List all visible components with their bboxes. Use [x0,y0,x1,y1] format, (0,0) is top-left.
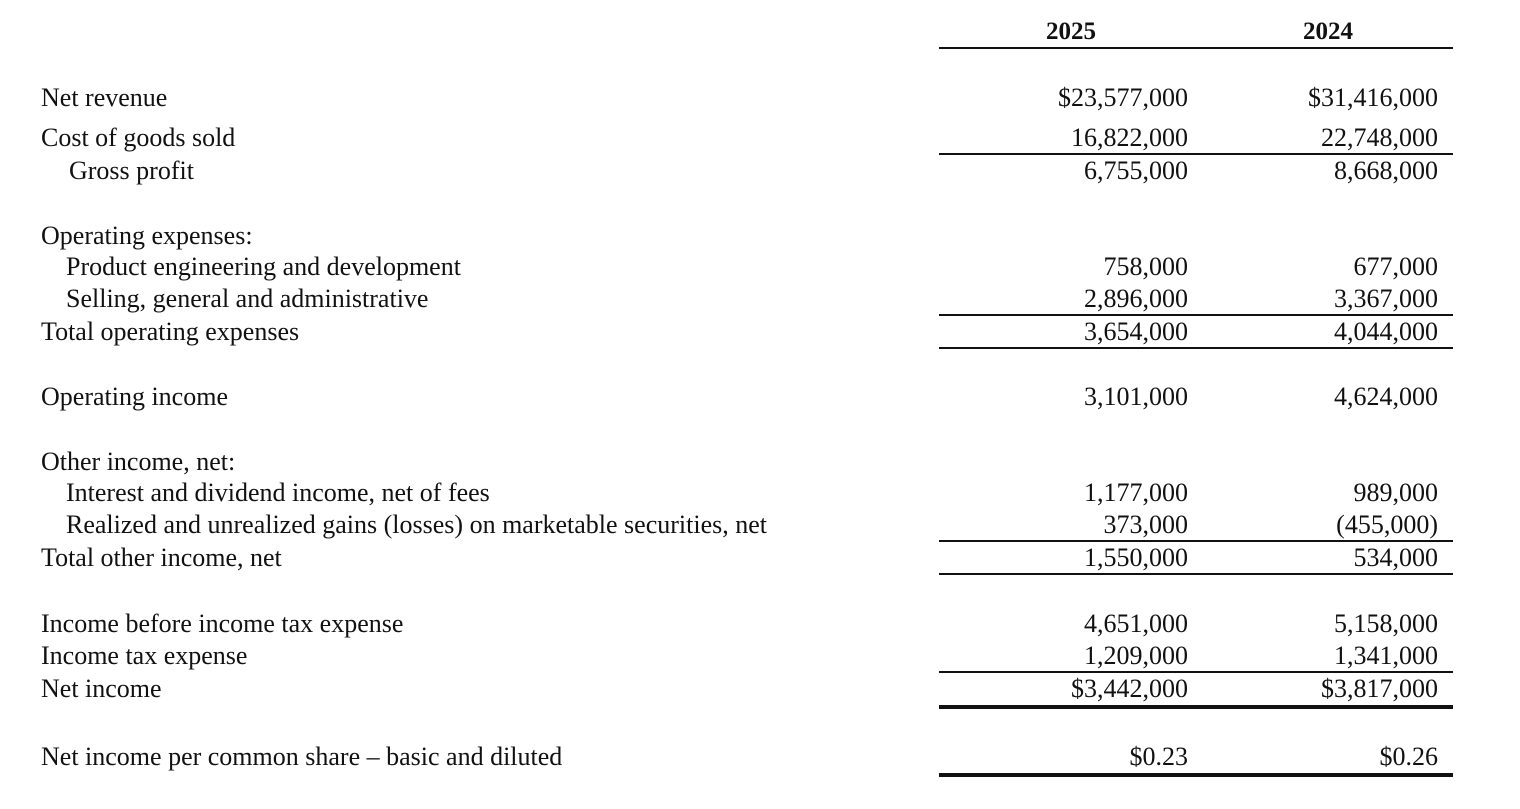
value-2024: 3,367,000 [1334,284,1438,313]
table-row [0,381,1520,413]
value-2024: 5,158,000 [1334,609,1438,638]
value-2025: 1,550,000 [1084,543,1188,572]
value-2025: 373,000 [1103,510,1188,539]
row-label: Selling, general and administrative [66,284,429,313]
value-2025: 2,896,000 [1084,284,1188,313]
value-2025: $0.23 [1129,742,1188,771]
total-rule [939,347,1453,349]
value-2025: 758,000 [1103,252,1188,281]
grand-total-rule [939,773,1453,777]
value-2024: 989,000 [1353,478,1438,507]
table-row [0,316,1520,348]
section-heading-row [0,220,1520,252]
table-row [0,640,1520,672]
value-2024: 4,624,000 [1334,382,1438,411]
value-2025: 1,209,000 [1084,641,1188,670]
table-row [0,82,1520,114]
value-2025: 16,822,000 [1071,123,1188,152]
row-label: Gross profit [69,156,194,185]
total-rule [939,573,1453,575]
grand-total-rule [939,705,1453,709]
row-label: Net income per common share – basic and diluted [41,742,563,771]
column-header-2024: 2024 [1303,18,1353,45]
table-row [0,673,1520,705]
section-heading-row [0,446,1520,478]
row-label: Net revenue [41,83,168,112]
column-header-2025: 2025 [1046,18,1096,45]
row-label: Total other income, net [41,543,282,572]
value-2024: (455,000) [1336,510,1438,539]
table-row [0,283,1520,315]
table-row [0,477,1520,509]
row-label: Net income [41,674,162,703]
value-2024: 1,341,000 [1334,641,1438,670]
row-label: Cost of goods sold [41,123,236,152]
value-2025: 3,654,000 [1084,317,1188,346]
table-row [0,509,1520,541]
row-label: Total operating expenses [41,317,300,346]
row-label: Income tax expense [41,641,248,670]
section-heading: Other income, net: [41,447,236,476]
value-2024: $0.26 [1379,742,1438,771]
value-2025: 1,177,000 [1084,478,1188,507]
value-2025: 4,651,000 [1084,609,1188,638]
row-label: Realized and unrealized gains (losses) on marketable securities, net [66,510,768,539]
value-2024: 8,668,000 [1334,156,1438,185]
table-row [0,251,1520,283]
header-underline [939,47,1453,49]
row-label: Operating income [41,382,228,411]
table-row [0,155,1520,187]
value-2024: 4,044,000 [1334,317,1438,346]
table-row [0,122,1520,154]
value-2024: 22,748,000 [1321,123,1438,152]
value-2024: 677,000 [1353,252,1438,281]
table-row [0,741,1520,773]
table-row [0,542,1520,574]
value-2025: $23,577,000 [1058,83,1188,112]
row-label: Product engineering and development [66,252,461,281]
row-label: Income before income tax expense [41,609,404,638]
row-label: Interest and dividend income, net of fees [66,478,490,507]
table-row [0,608,1520,640]
value-2024: 534,000 [1353,543,1438,572]
value-2024: $31,416,000 [1308,83,1438,112]
value-2024: $3,817,000 [1321,674,1438,703]
value-2025: 3,101,000 [1084,382,1188,411]
section-heading: Operating expenses: [41,221,253,250]
value-2025: 6,755,000 [1084,156,1188,185]
value-2025: $3,442,000 [1071,674,1188,703]
